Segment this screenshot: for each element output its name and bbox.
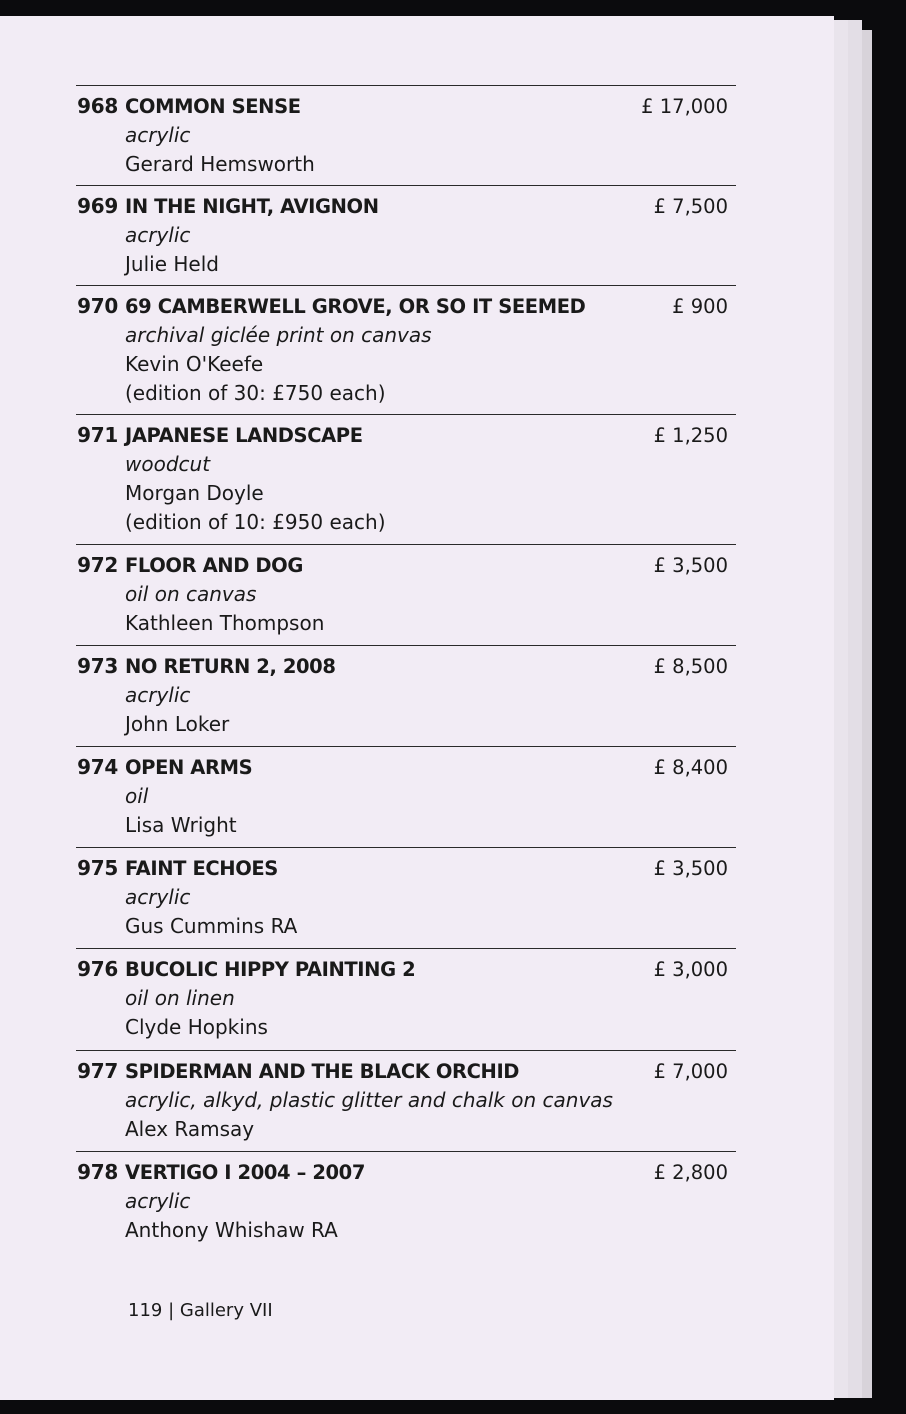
entry-edition: (edition of 30: £750 each) (125, 381, 386, 405)
entry-artist: Gus Cummins RA (125, 914, 298, 938)
catalogue-entry-976 (76, 948, 736, 1042)
entry-medium: acrylic, alkyd, plastic glitter and chalk on canvas (125, 1088, 613, 1112)
entry-title: OPEN ARMS (125, 756, 253, 779)
entry-artist: Alex Ramsay (125, 1117, 255, 1141)
entry-edition: (edition of 10: £950 each) (125, 510, 386, 534)
entry-medium: acrylic (125, 1189, 191, 1213)
entry-title: VERTIGO I 2004 – 2007 (125, 1161, 365, 1184)
catalogue-entry-978 (76, 1151, 736, 1245)
entry-title: FLOOR AND DOG (125, 554, 303, 577)
page-edge (848, 20, 862, 1398)
entry-title: NO RETURN 2, 2008 (125, 655, 336, 678)
page-footer: 119 | Gallery VII (128, 1300, 273, 1321)
entry-number: 972 (77, 553, 118, 577)
catalogue-entry-973 (76, 645, 736, 739)
entry-price: £ 3,500 (653, 554, 728, 577)
entry-price: £ 7,000 (653, 1060, 728, 1083)
catalogue-entry-977 (76, 1050, 736, 1144)
entry-artist: John Loker (125, 712, 230, 736)
entry-title: BUCOLIC HIPPY PAINTING 2 (125, 958, 416, 981)
catalogue-entry-974 (76, 746, 736, 840)
entry-price: £ 8,400 (653, 756, 728, 779)
entry-artist: Morgan Doyle (125, 481, 264, 505)
entry-title: COMMON SENSE (125, 95, 301, 118)
entry-title: SPIDERMAN AND THE BLACK ORCHID (125, 1060, 520, 1083)
entry-number: 978 (77, 1160, 118, 1184)
entry-artist: Anthony Whishaw RA (125, 1218, 338, 1242)
entry-price: £ 17,000 (641, 95, 728, 118)
entry-artist: Gerard Hemsworth (125, 152, 315, 176)
entry-number: 977 (77, 1059, 118, 1083)
entry-medium: acrylic (125, 223, 191, 247)
catalogue-entry-969 (76, 185, 736, 279)
entry-price: £ 3,000 (653, 958, 728, 981)
entry-medium: acrylic (125, 885, 191, 909)
page-edge (834, 20, 848, 1398)
entry-number: 970 (77, 294, 118, 318)
entry-price: £ 1,250 (653, 424, 728, 447)
catalogue-entry-970 (76, 285, 736, 408)
catalogue-entry-971 (76, 414, 736, 537)
entry-price: £ 900 (672, 295, 728, 318)
page-edge (862, 30, 872, 1398)
entry-medium: oil on linen (125, 986, 235, 1010)
entry-medium: oil (125, 784, 149, 808)
entry-price: £ 7,500 (653, 195, 728, 218)
entry-number: 975 (77, 856, 118, 880)
entry-medium: archival giclée print on canvas (125, 323, 432, 347)
entry-medium: acrylic (125, 123, 191, 147)
entry-number: 971 (77, 423, 118, 447)
entry-number: 968 (77, 94, 118, 118)
catalogue-entry-972 (76, 544, 736, 638)
catalogue-entry-968 (76, 85, 736, 179)
catalogue-entry-975 (76, 847, 736, 941)
entry-artist: Kevin O'Keefe (125, 352, 264, 376)
entry-medium: woodcut (125, 452, 211, 476)
entry-medium: acrylic (125, 683, 191, 707)
entry-number: 969 (77, 194, 118, 218)
entry-artist: Lisa Wright (125, 813, 237, 837)
entry-number: 976 (77, 957, 118, 981)
entry-title: JAPANESE LANDSCAPE (125, 424, 363, 447)
entry-artist: Julie Held (125, 252, 219, 276)
entry-medium: oil on canvas (125, 582, 257, 606)
entry-title: IN THE NIGHT, AVIGNON (125, 195, 379, 218)
entry-artist: Kathleen Thompson (125, 611, 325, 635)
entry-number: 973 (77, 654, 118, 678)
entry-title: FAINT ECHOES (125, 857, 278, 880)
entry-price: £ 8,500 (653, 655, 728, 678)
entry-number: 974 (77, 755, 118, 779)
entry-price: £ 3,500 (653, 857, 728, 880)
entry-title: 69 CAMBERWELL GROVE, OR SO IT SEEMED (125, 295, 586, 318)
entry-price: £ 2,800 (653, 1161, 728, 1184)
entry-artist: Clyde Hopkins (125, 1015, 268, 1039)
